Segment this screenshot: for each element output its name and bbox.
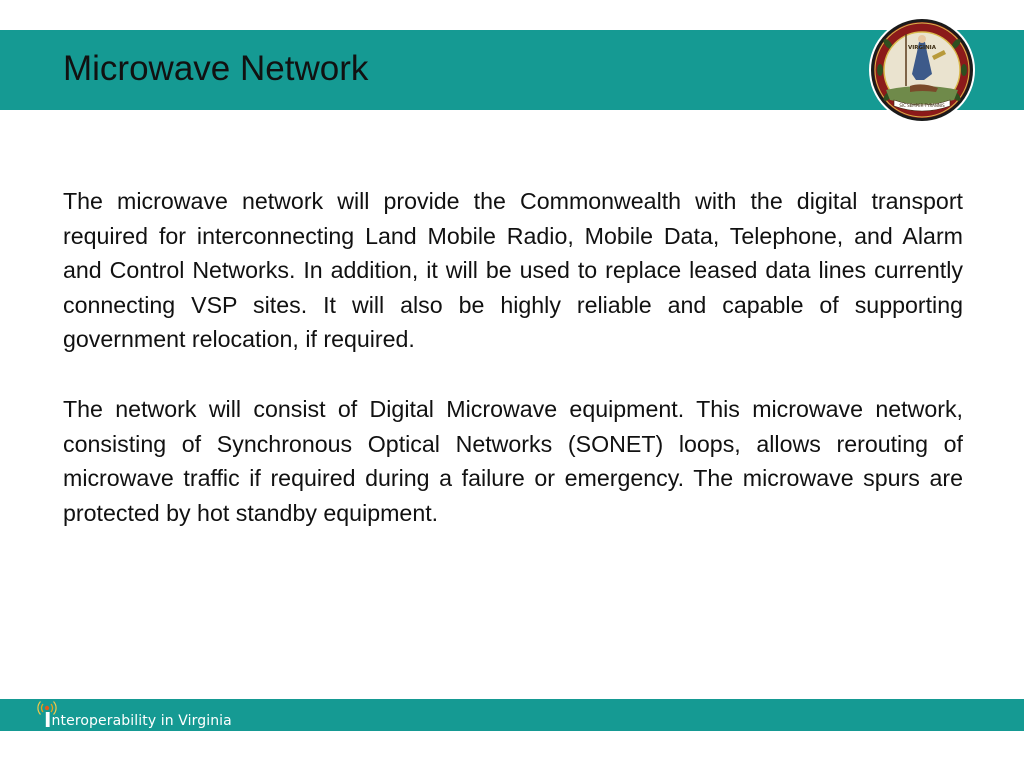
slide-body (63, 184, 963, 565)
slide-title: Microwave Network (63, 49, 369, 88)
footer-text: nteroperability in Virginia (51, 713, 232, 729)
paragraph-1: The microwave network will provide the Commonwealth with the digital transport required for interconnecting Land Mobile Radio, Mobile Data, Telephone, and Alarm and Control Networks. In addition, it will be used to replace leased data lines currently connecting VSP sites. It will also be highly reliable and capable of supporting government relocation, if required. (63, 188, 963, 353)
virginia-seal-icon (866, 16, 978, 124)
footer-brand (44, 708, 232, 732)
seal-top-text: VIRGINIA (907, 45, 937, 51)
seal-motto: SIC SEMPER TYRANNIS (899, 103, 945, 108)
paragraph-2: The network will consist of Digital Microwave equipment. This microwave network, consisting of Synchronous Optical Networks (SONET) loops, allows rerouting of microwave traffic if required during a failure or emergency. The microwave spurs are protected by hot standby equipment. (63, 395, 963, 526)
footer-initial: I (44, 708, 52, 732)
